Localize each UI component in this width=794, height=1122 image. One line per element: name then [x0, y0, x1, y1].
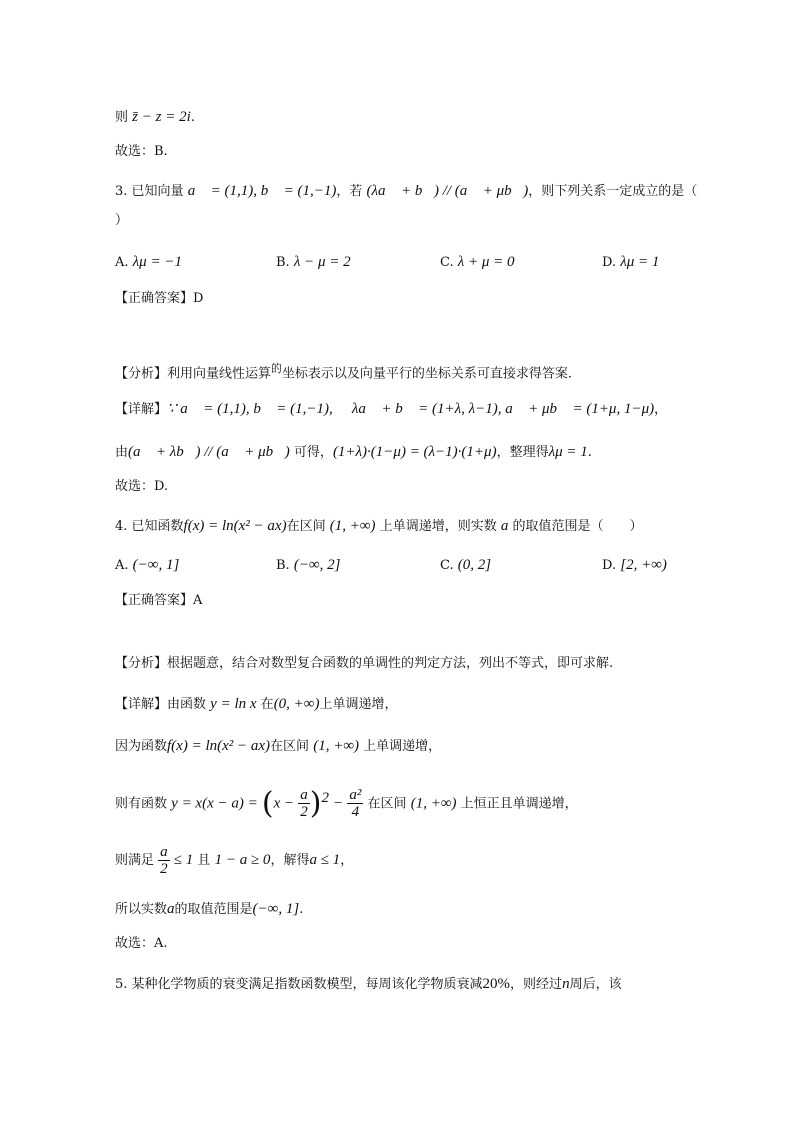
- q2-choice: 故选：B.: [115, 144, 168, 159]
- fraction-a2-over-4: $\frac{\text{a²}}{4}$: [349, 787, 362, 821]
- q4-choice: 故选：A.: [115, 936, 168, 951]
- q4-option-b: B. (−∞, 2]: [276, 557, 341, 573]
- q4-detail-line3: 则有函数 y = x(x − a) = (x − $\frac{a}{2}$ )$^2$ − $\frac{\text{a²}}{4}$ 在区间 (1, +∞) 上恒正且单调递增，: [115, 785, 578, 821]
- fraction-a-over-2: $\frac{a}{2}$: [300, 787, 308, 821]
- q4-option-d: D. [2, +∞): [602, 557, 667, 573]
- q3-stem: 3. 已知向量 a⃗ = (1,1), b⃗ = (1,−1)，若 (λa⃗ + b⃗) // (a⃗ + μb⃗)，则下列关系一定成立的是（: [115, 183, 698, 199]
- q3-vectors: a⃗ = (1,1), b⃗ = (1,−1): [187, 183, 337, 199]
- q4-option-c: C. (0, 2]: [440, 557, 492, 573]
- q4-detail-line5: 所以实数a的取值范围是(−∞, 1].: [115, 901, 304, 917]
- q2-result-line: 则 z̄ − z = 2i.: [115, 109, 195, 125]
- q2-result-math: z̄ − z = 2i: [132, 109, 191, 125]
- q5-stem: 5. 某种化学物质的衰变满足指数函数模型，每周该化学物质衰减20%，则经过n周后，该: [115, 976, 622, 992]
- fraction-a-over-2: $\frac{a}{2}$: [160, 844, 168, 877]
- q3-option-d: D. λμ = 1: [602, 254, 660, 270]
- q4-stem: 4. 已知函数f(x) = ln(x² − ax)在区间 (1, +∞) 上单调递增，则实数 a 的取值范围是（ ）: [115, 518, 643, 534]
- q4-function: f(x) = ln(x² − ax): [183, 518, 287, 534]
- q4-detail-line1: 【详解】由函数 y = ln x 在(0, +∞)上单调递增，: [115, 696, 398, 712]
- q4-analysis: 【分析】根据题意，结合对数型复合函数的单调性的判定方法，列出不等式，即可求解.: [115, 656, 614, 671]
- q3-parallel-condition: (λa⃗ + b⃗) // (a⃗ + μb⃗): [366, 183, 529, 199]
- q3-detail-line1: 【详解】∵ a⃗ = (1,1), b⃗ = (1,−1), ∴ λa⃗ + b⃗ = (1+λ, λ−1), a⃗ + μb⃗ = (1+μ, 1−μ)，: [115, 401, 668, 417]
- q3-analysis: 【分析】利用向量线性运算$^的$坐标表示以及向量平行的坐标关系可直接求得答案.: [115, 362, 572, 382]
- q3-option-b: B. λ − μ = 2: [276, 254, 351, 270]
- q3-option-c: C. λ + μ = 0: [440, 254, 515, 270]
- q4-option-a: A. (−∞, 1]: [115, 557, 180, 573]
- q3-stem-close: ）: [115, 213, 129, 228]
- q3-option-a: A. λμ = −1: [115, 254, 182, 270]
- q3-choice: 故选：D.: [115, 479, 169, 494]
- q3-detail-math1: ∵ a⃗ = (1,1), b⃗ = (1,−1), ∴ λa⃗ + b⃗ = (1+λ, λ−1), a⃗ + μb⃗ = (1+μ, 1−μ): [167, 401, 655, 417]
- q3-answer: 【正确答案】D: [115, 291, 204, 306]
- q4-detail-line2: 因为函数f(x) = ln(x² − ax)在区间 (1, +∞) 上单调递增，: [115, 738, 442, 754]
- q4-answer: 【正确答案】A: [115, 593, 203, 608]
- q4-detail-line4: 则满足 $\frac{a}{2}$ ≤ 1 且 1 − a ≥ 0，解得a ≤ 1，: [115, 844, 354, 877]
- q3-detail-line2: 由(a⃗ + λb⃗) // (a⃗ + μb⃗) 可得，(1+λ)·(1−μ) = (λ−1)·(1+μ)，整理得λμ = 1.: [115, 444, 592, 460]
